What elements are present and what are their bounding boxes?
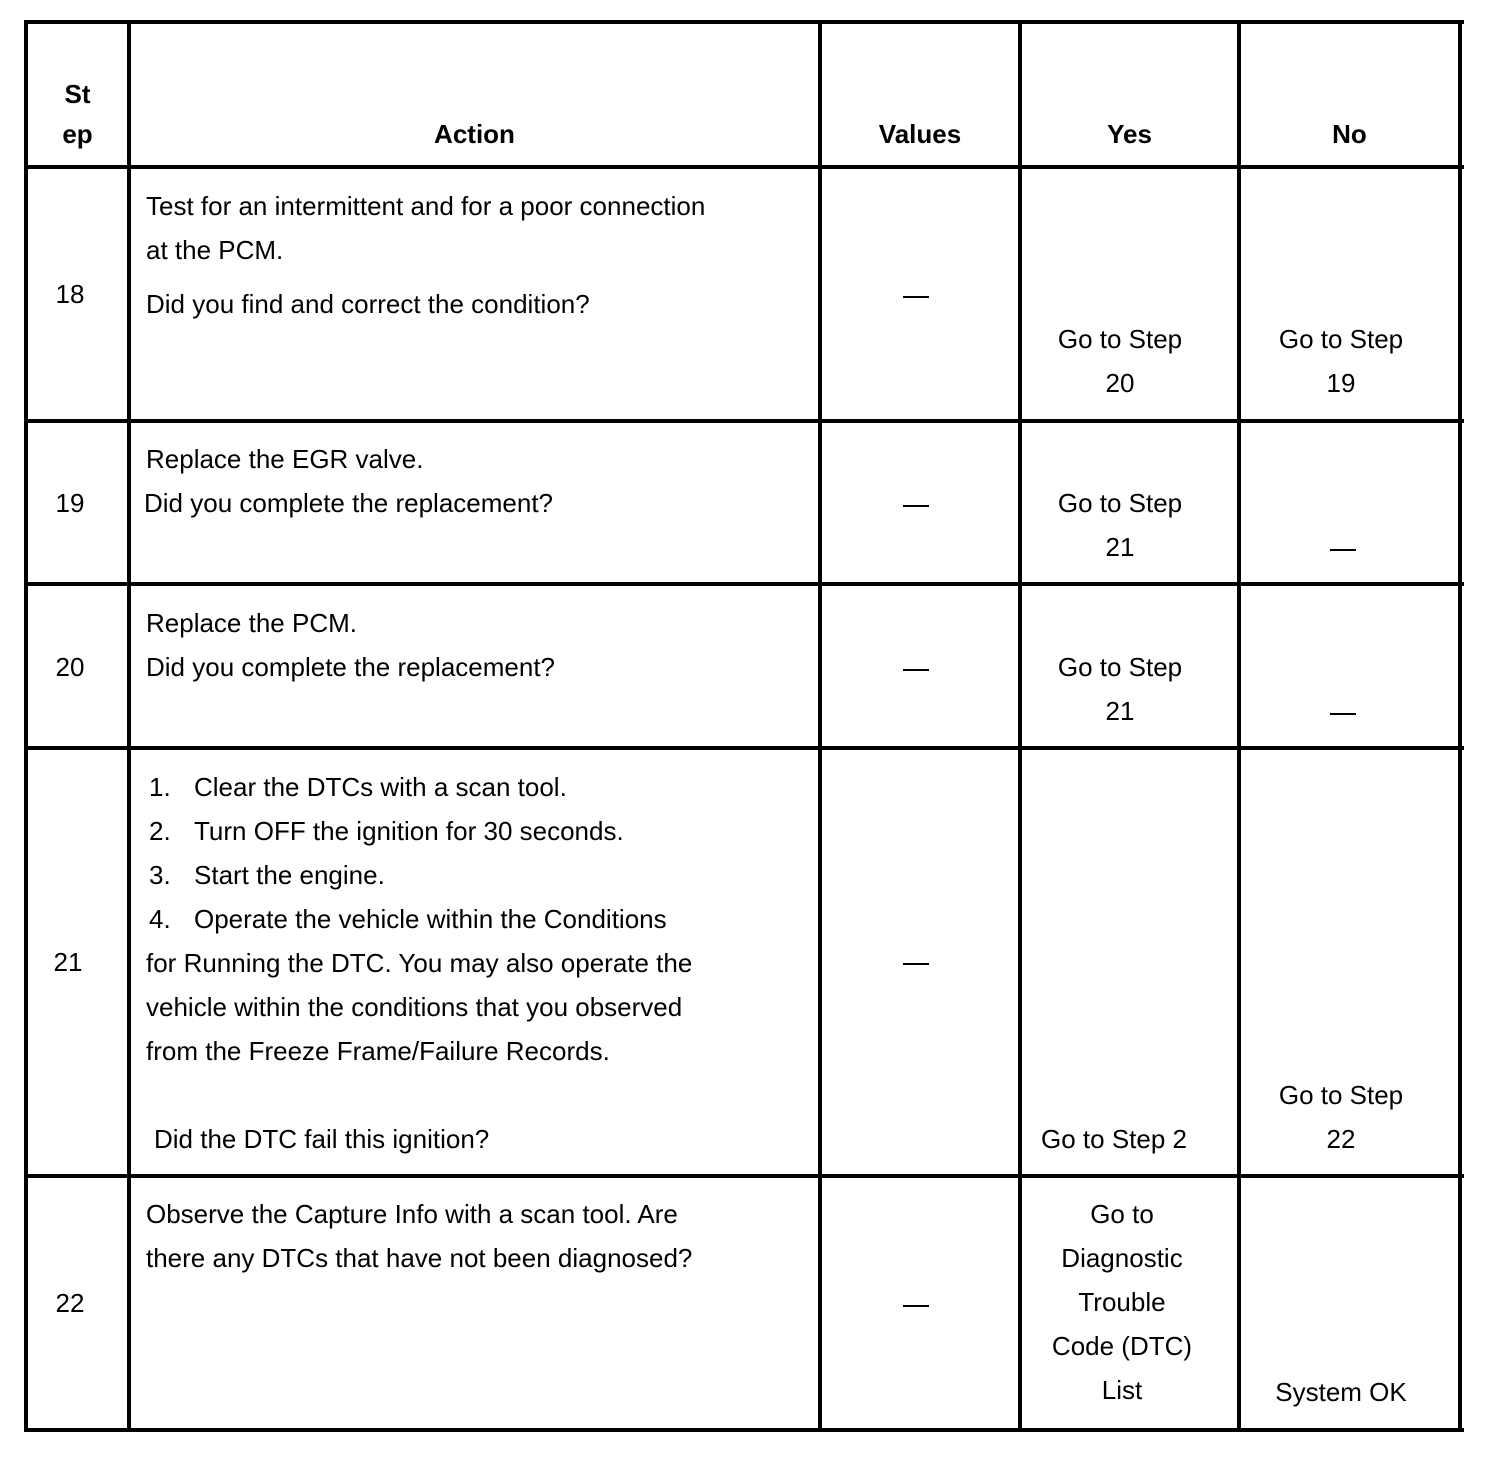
grid-line <box>24 582 1464 586</box>
header-values: Values <box>878 119 962 149</box>
yes-line: 20 <box>1105 368 1135 398</box>
grid-line <box>1458 20 1462 1432</box>
action-line: Did you complete the replacement? <box>144 488 554 518</box>
grid-line <box>24 419 1464 423</box>
action-line: Did you complete the replacement? <box>146 652 556 682</box>
header-yes: Yes <box>1107 119 1152 149</box>
no-text <box>1241 317 1441 405</box>
grid-line <box>24 1428 1464 1432</box>
yes-line: List <box>1101 1375 1143 1405</box>
no-line: Go to Step <box>1278 324 1404 354</box>
list-number: 4. <box>149 904 171 934</box>
header-step-line1: St <box>64 79 91 109</box>
action-list-item <box>146 853 692 897</box>
header-action: Action <box>434 119 515 149</box>
value-dash <box>903 296 929 298</box>
grid-line <box>24 165 1464 169</box>
no-line: Go to Step <box>1278 1080 1404 1110</box>
grid-line <box>1237 20 1241 1432</box>
header-step <box>28 74 127 154</box>
grid-line <box>24 20 1464 24</box>
value-dash <box>903 669 929 671</box>
yes-line: 21 <box>1105 532 1135 562</box>
yes-line: Go to Step <box>1057 652 1183 682</box>
value-dash <box>903 1305 929 1307</box>
yes-line: Trouble <box>1078 1287 1166 1317</box>
step-number: 21 <box>53 947 83 977</box>
action-line: at the PCM. <box>146 235 284 265</box>
action-list-item <box>146 809 692 853</box>
action-list-item <box>146 897 692 941</box>
step-number: 20 <box>55 652 85 682</box>
yes-line: Go to Step <box>1057 324 1183 354</box>
no-dash <box>1330 549 1356 551</box>
header-no: No <box>1332 119 1367 149</box>
yes-text <box>1022 317 1218 405</box>
action-line: Did you find and correct the condition? <box>146 289 590 319</box>
list-text: Clear the DTCs with a scan tool. <box>194 772 567 802</box>
no-dash <box>1330 713 1356 715</box>
action-line: Replace the PCM. <box>146 608 357 638</box>
yes-line: Code (DTC) <box>1051 1331 1193 1361</box>
action-text <box>146 765 692 1073</box>
step-number: 19 <box>55 488 85 518</box>
action-line: vehicle within the conditions that you observed <box>146 992 683 1022</box>
grid-line <box>24 746 1464 750</box>
no-line: 22 <box>1326 1124 1356 1154</box>
list-number: 2. <box>149 816 171 846</box>
action-question: Did the DTC fail this ignition? <box>154 1124 490 1154</box>
action-text <box>146 1192 692 1280</box>
yes-line: 21 <box>1105 696 1135 726</box>
yes-text <box>1022 645 1218 733</box>
list-text: Operate the vehicle within the Conditions <box>194 904 667 934</box>
grid-line <box>818 20 822 1432</box>
action-text <box>146 601 555 689</box>
yes-text <box>1022 481 1218 569</box>
yes-text <box>1022 1192 1222 1412</box>
action-text <box>146 184 705 326</box>
value-dash <box>903 505 929 507</box>
action-line: from the Freeze Frame/Failure Records. <box>146 1036 610 1066</box>
value-dash <box>903 963 929 965</box>
no-text: System OK <box>1275 1377 1407 1407</box>
list-text: Turn OFF the ignition for 30 seconds. <box>194 816 624 846</box>
action-line: Observe the Capture Info with a scan tool. Are <box>146 1199 678 1229</box>
yes-text: Go to Step 2 <box>1041 1124 1187 1154</box>
list-text: Start the engine. <box>194 860 385 890</box>
list-number: 1. <box>149 772 171 802</box>
action-text <box>146 437 553 525</box>
grid-line <box>24 20 28 1432</box>
action-list-item <box>146 765 692 809</box>
action-line: Test for an intermittent and for a poor connection <box>146 191 706 221</box>
step-number: 22 <box>55 1288 85 1318</box>
header-step-line2: ep <box>62 119 93 149</box>
no-line: 19 <box>1326 368 1356 398</box>
grid-line <box>24 1174 1464 1178</box>
yes-line: Diagnostic <box>1061 1243 1183 1273</box>
yes-line: Go to <box>1090 1199 1154 1229</box>
action-line: there any DTCs that have not been diagnosed? <box>146 1243 693 1273</box>
grid-line <box>127 20 131 1432</box>
no-text <box>1241 1073 1441 1161</box>
action-line: for Running the DTC. You may also operate the <box>146 948 693 978</box>
list-number: 3. <box>149 860 171 890</box>
step-number: 18 <box>55 279 85 309</box>
yes-line: Go to Step <box>1057 488 1183 518</box>
action-line: Replace the EGR valve. <box>146 444 424 474</box>
